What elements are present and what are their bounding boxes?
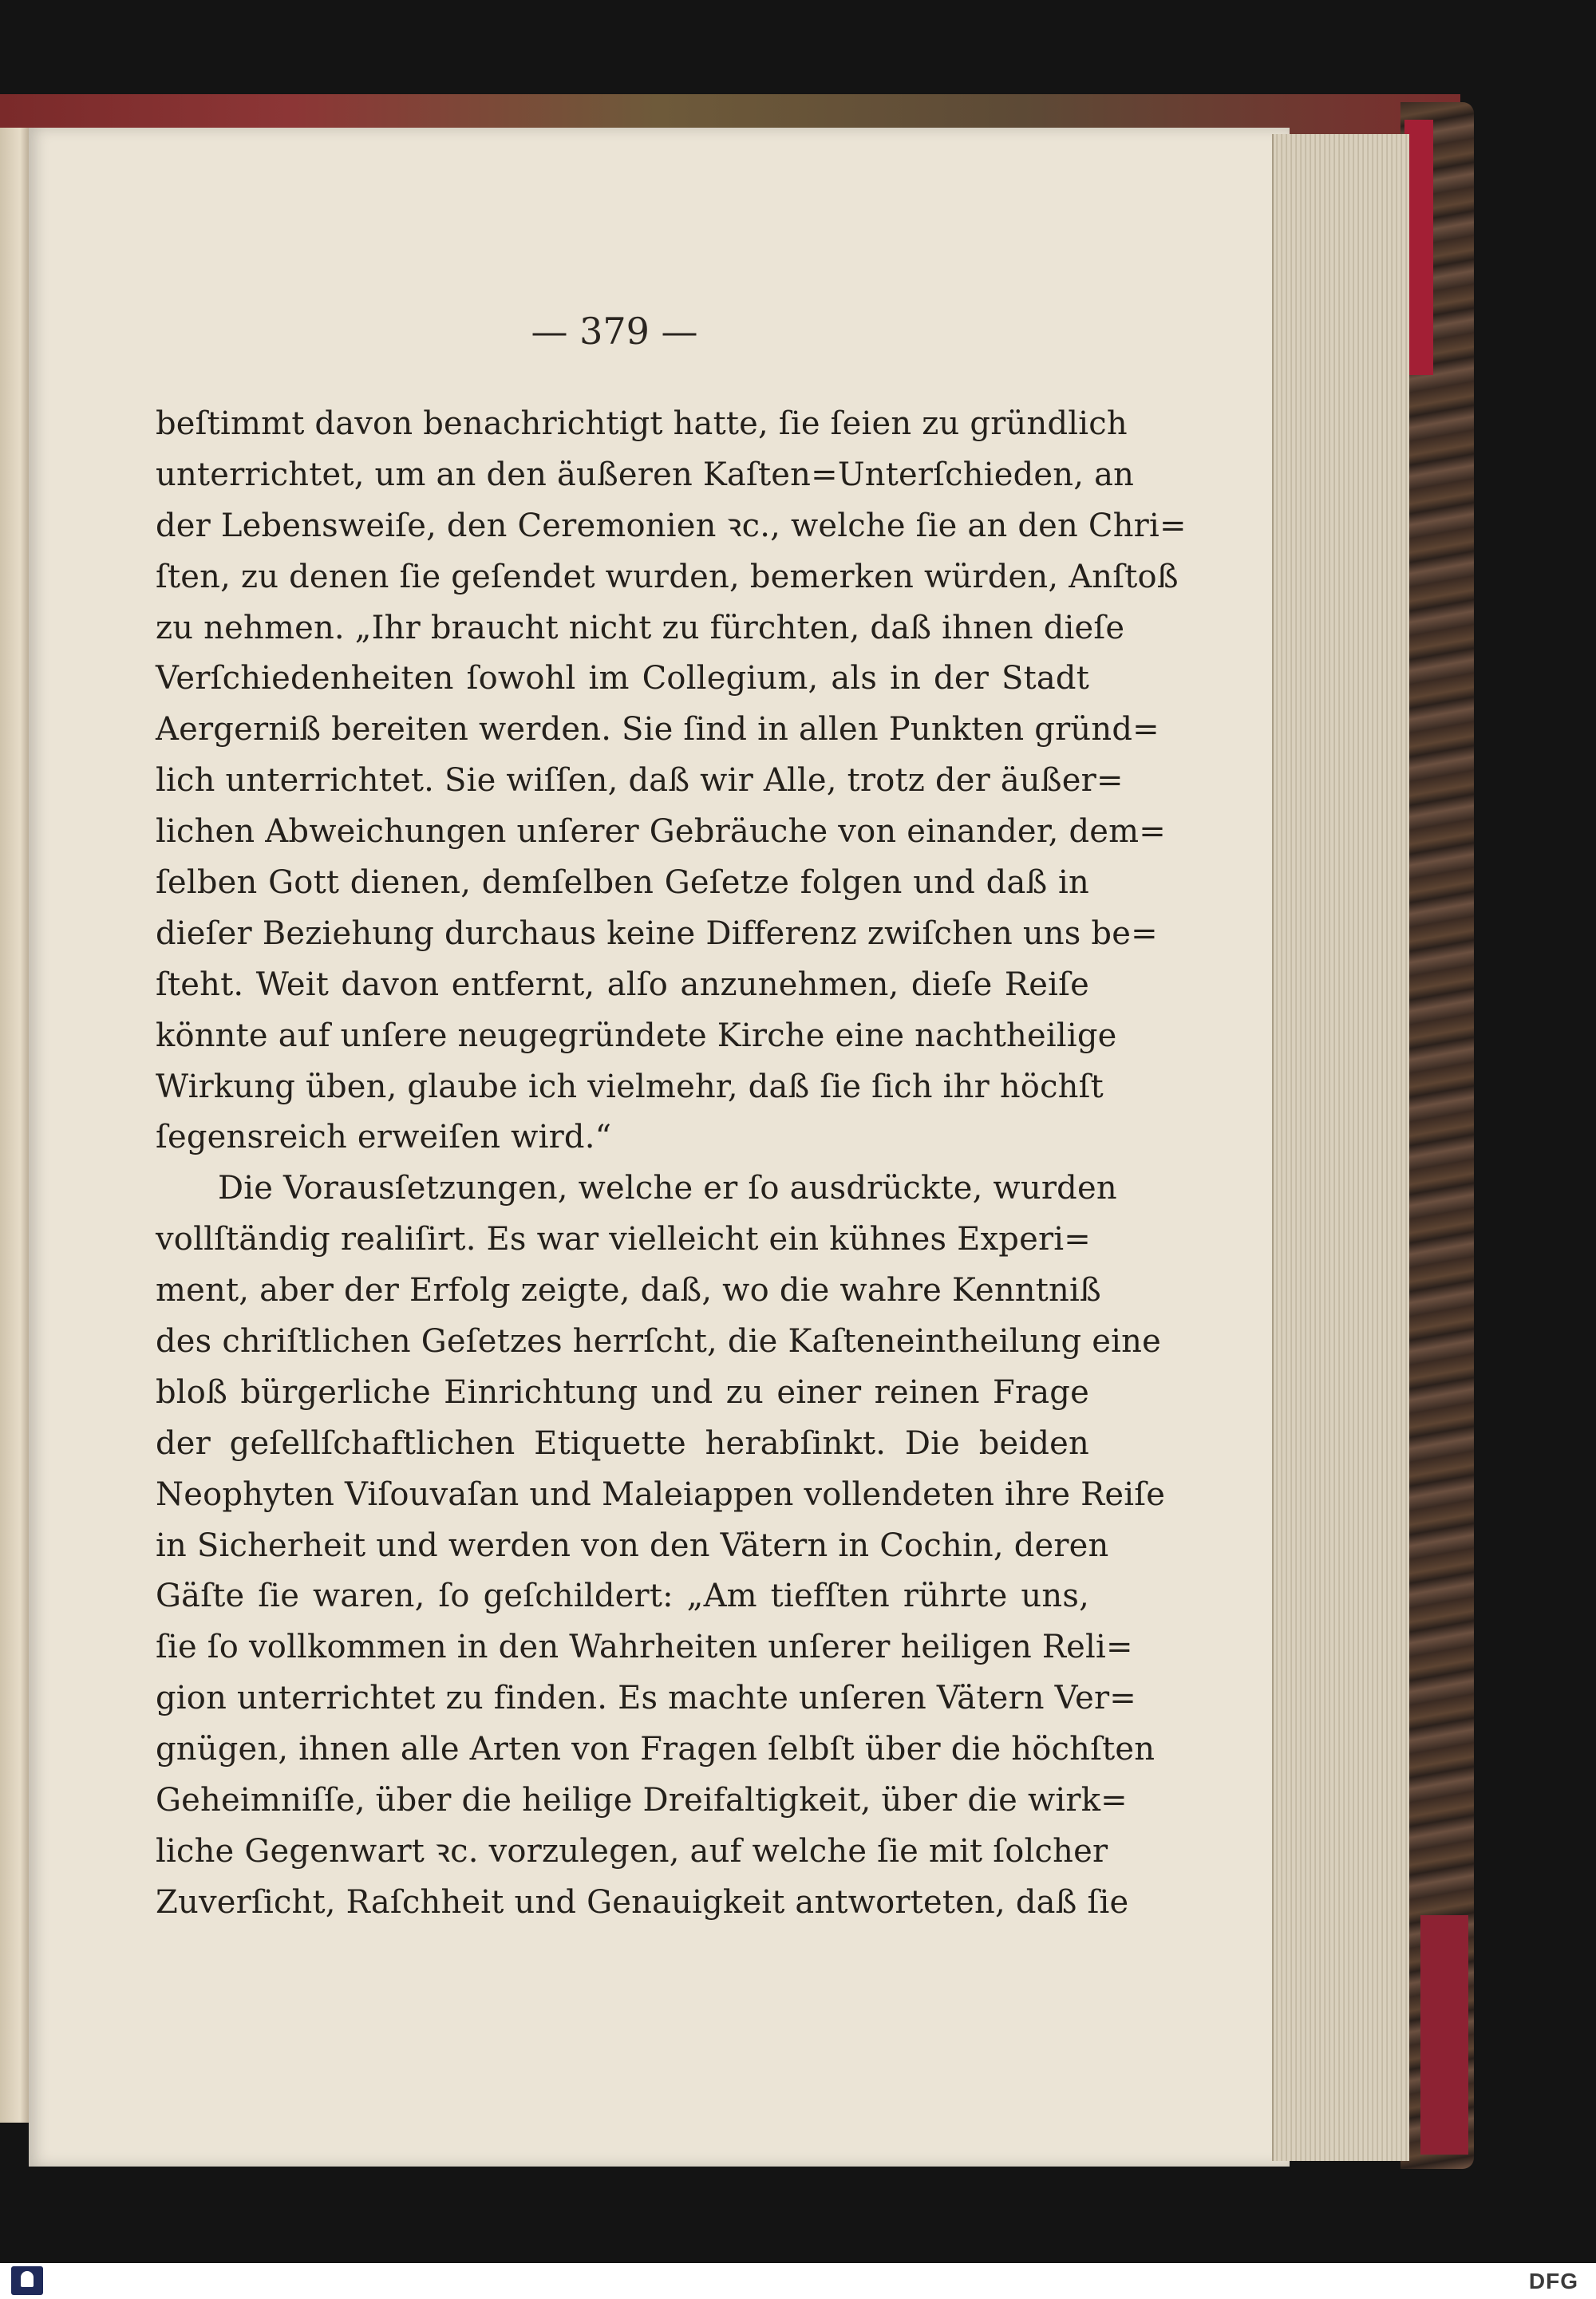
text-line: unterrichtet, um an den äußeren Kaſten=Unterſchieden, an xyxy=(156,456,1135,493)
text-line: beſtimmt davon benachrichtigt hatte, ſie ſeien zu gründlich xyxy=(156,405,1128,442)
text-line: Gäſte ſie waren, ſo geſchildert: „Am tiefſten rührte uns, xyxy=(156,1578,1089,1615)
text-line: ſegensreich erweiſen wird.“ xyxy=(156,1119,612,1156)
text-line: ſelben Gott dienen, demſelben Geſetze folgen und daß in xyxy=(156,864,1089,902)
text-line: bloß bürgerliche Einrichtung und zu einer reinen Frage xyxy=(156,1373,1089,1411)
dfg-brand: DFG xyxy=(1528,2269,1578,2293)
text-line: Zuverſicht, Raſchheit und Genauigkeit antworteten, daß ſie xyxy=(156,1883,1129,1921)
page-block-edge xyxy=(1272,134,1409,2161)
text-line: der Lebensweiſe, den Ceremonien ꝛc., welche ſie an den Chri= xyxy=(156,507,1187,544)
text-line: Die Vorausſetzungen, welche er ſo ausdrückte, wurden xyxy=(218,1170,1117,1207)
text-line: Geheimniſſe, über die heilige Dreifaltigkeit, über die wirk= xyxy=(156,1782,1128,1819)
page-text xyxy=(156,399,1187,1929)
text-line: dieſer Beziehung durchaus keine Differenz zwiſchen uns be= xyxy=(156,914,1158,952)
text-line: ment, aber der Erfolg zeigte, daß, wo die wahre Kenntniß xyxy=(156,1272,1101,1309)
library-logo-icon[interactable] xyxy=(11,2266,43,2295)
text-line: gnügen, ihnen alle Arten von Fragen ſelbſt über die höchſten xyxy=(156,1731,1156,1768)
text-line: könnte auf unſere neugegründete Kirche eine nachtheilige xyxy=(156,1017,1117,1054)
text-line: Wirkung üben, glaube ich vielmehr, daß ſie ſich ihr höchſt xyxy=(156,1068,1104,1105)
text-line: vollſtändig realiſirt. Es war vielleicht ein kühnes Experi= xyxy=(156,1221,1091,1258)
facing-page-edge xyxy=(0,128,29,2123)
text-line: in Sicherheit und werden von den Vätern in Cochin, deren xyxy=(156,1527,1109,1564)
book-cover-right-edge xyxy=(1400,102,1474,2169)
text-line: ſie ſo vollkommen in den Wahrheiten unſerer heiligen Reli= xyxy=(156,1629,1133,1666)
text-line: Verſchiedenheiten ſowohl im Collegium, als in der Stadt xyxy=(156,660,1089,697)
text-line: gion unterrichtet zu finden. Es machte unſeren Vätern Ver= xyxy=(156,1680,1136,1717)
text-line: der geſellſchaftlichen Etiquette herabſinkt. Die beiden xyxy=(156,1424,1089,1462)
page-number: — 379 — xyxy=(531,310,698,353)
text-line: Aergerniß bereiten werden. Sie ſind in allen Punkten gründ= xyxy=(156,711,1159,749)
text-line: Neophyten Viſouvaſan und Maleiappen vollendeten ihre Reiſe xyxy=(156,1475,1166,1513)
text-line: lich unterrichtet. Sie wiſſen, daß wir Alle, trotz der äußer= xyxy=(156,762,1124,800)
viewer-footer-bar xyxy=(0,2263,1596,2299)
text-line: lichen Abweichungen unſerer Gebräuche von einander, dem= xyxy=(156,813,1167,851)
text-line: des chriſtlichen Geſetzes herrſcht, die Kaſteneintheilung eine xyxy=(156,1323,1161,1361)
text-line: zu nehmen. „Ihr braucht nicht zu fürchten, daß ihnen dieſe xyxy=(156,609,1125,646)
text-line: liche Gegenwart ꝛc. vorzulegen, auf welche ſie mit ſolcher xyxy=(156,1832,1108,1870)
text-line: ſteht. Weit davon entfernt, alſo anzunehmen, dieſe Reiſe xyxy=(156,966,1089,1003)
book-cover-red-corner-bottom xyxy=(1420,1915,1468,2155)
text-line: ſten, zu denen ſie geſendet wurden, bemerken würden, Anſtoß xyxy=(156,558,1179,595)
